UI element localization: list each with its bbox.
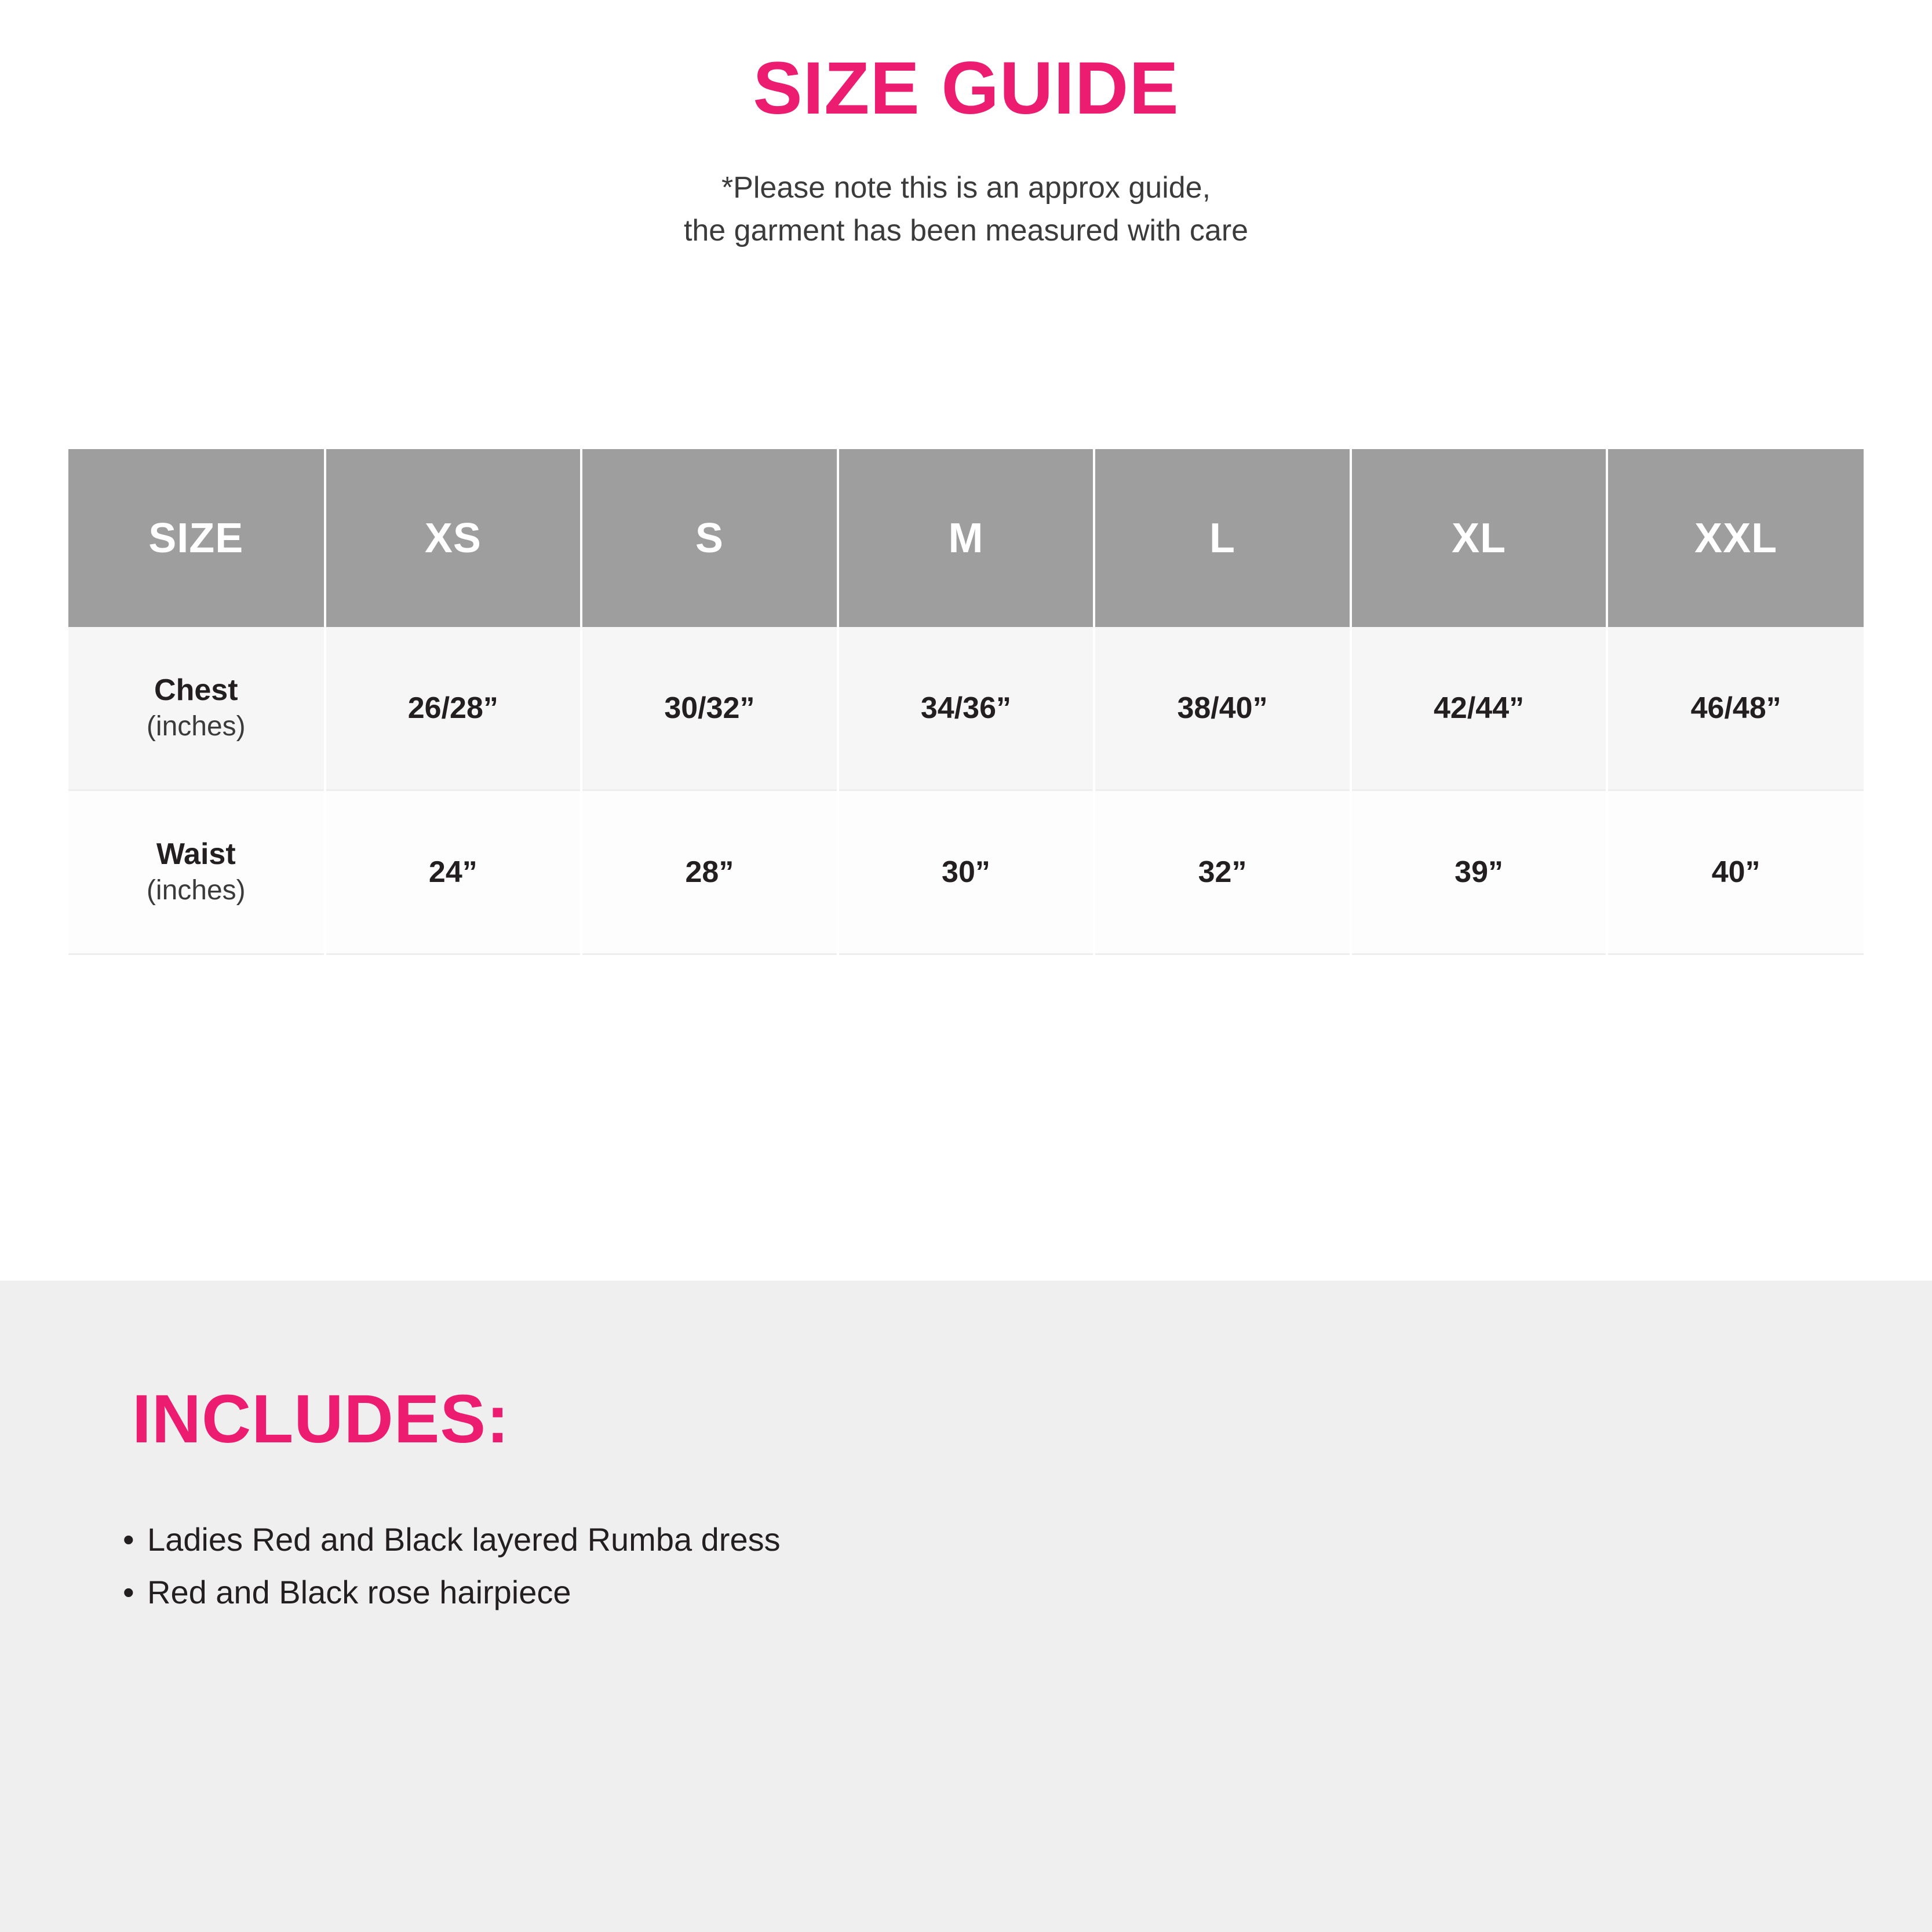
- cell-waist-xs: 24”: [325, 790, 582, 954]
- list-item: [123, 1566, 1932, 1619]
- cell-waist-m: 30”: [838, 790, 1095, 954]
- cell-chest-xl: 42/44”: [1351, 627, 1607, 790]
- column-header-l: L: [1094, 449, 1351, 627]
- size-table-wrapper: [68, 449, 1864, 955]
- size-table-head: [68, 449, 1864, 627]
- includes-section: [0, 1281, 1932, 1932]
- page-title: SIZE GUIDE: [753, 47, 1179, 130]
- row-label-chest-unit: (inches): [146, 711, 246, 742]
- cell-waist-l: 32”: [1094, 790, 1351, 954]
- bullet-icon: •: [123, 1521, 134, 1558]
- row-label-waist-unit: (inches): [146, 875, 246, 906]
- bullet-icon: •: [123, 1573, 134, 1610]
- table-header-row: [68, 449, 1864, 627]
- size-table: [68, 449, 1864, 955]
- row-label-chest-text: Chest: [154, 673, 238, 707]
- column-header-m: M: [838, 449, 1095, 627]
- size-table-body: [68, 627, 1864, 954]
- column-header-xxl: XXL: [1607, 449, 1864, 627]
- column-header-xl: XL: [1351, 449, 1607, 627]
- row-label-chest: [68, 627, 325, 790]
- approx-guide-note-line1: *Please note this is an approx guide,: [721, 171, 1211, 205]
- table-row: [68, 627, 1864, 790]
- column-header-xs: XS: [325, 449, 582, 627]
- cell-waist-xl: 39”: [1351, 790, 1607, 954]
- includes-title: INCLUDES:: [132, 1381, 510, 1457]
- cell-chest-m: 34/36”: [838, 627, 1095, 790]
- cell-chest-xxl: 46/48”: [1607, 627, 1864, 790]
- column-header-s: S: [581, 449, 838, 627]
- list-item: [123, 1514, 1932, 1566]
- row-label-waist-text: Waist: [156, 837, 236, 871]
- approx-guide-note: [0, 167, 1932, 253]
- row-label-waist: [68, 790, 325, 954]
- table-row: [68, 790, 1864, 954]
- cell-chest-l: 38/40”: [1094, 627, 1351, 790]
- approx-guide-note-line2: the garment has been measured with care: [683, 214, 1249, 248]
- column-header-size: SIZE: [68, 449, 325, 627]
- cell-chest-s: 30/32”: [581, 627, 838, 790]
- list-item-label: Red and Black rose hairpiece: [147, 1573, 571, 1610]
- includes-list: [0, 1453, 1932, 1618]
- cell-waist-xxl: 40”: [1607, 790, 1864, 954]
- cell-waist-s: 28”: [581, 790, 838, 954]
- cell-chest-xs: 26/28”: [325, 627, 582, 790]
- list-item-label: Ladies Red and Black layered Rumba dress: [147, 1521, 781, 1558]
